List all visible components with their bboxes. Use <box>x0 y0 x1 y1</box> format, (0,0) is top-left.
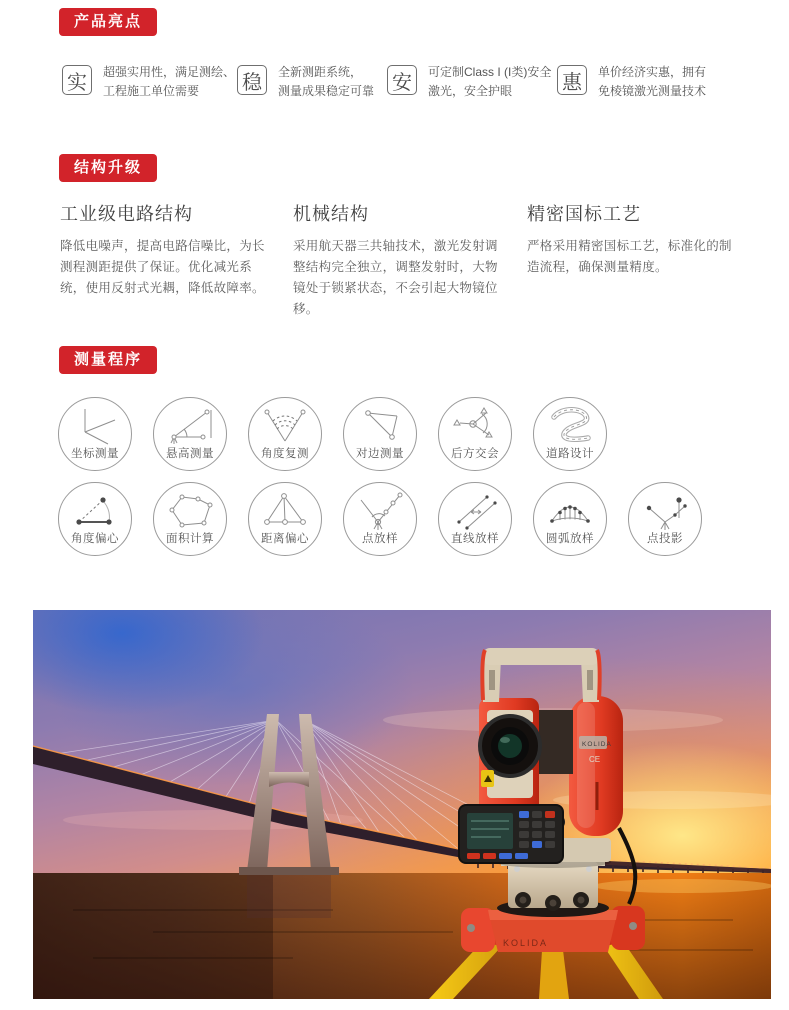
total-station-image <box>429 648 663 999</box>
program-label: 距离偏心 <box>261 533 309 545</box>
program-label: 悬高测量 <box>166 448 214 460</box>
program-row-1 <box>58 397 628 471</box>
feature-line: 激光，安全护眼 <box>428 83 513 98</box>
arc-stakeout-icon <box>546 490 594 532</box>
feature-line: 超强实用性，满足测绘、 <box>103 65 236 79</box>
feature-line: 测量成果稳定可靠 <box>278 83 375 98</box>
program-resection <box>438 397 512 471</box>
column-body: 严格采用精密国标工艺，标准化的制造流程，确保测量精度。 <box>527 239 732 274</box>
program-row-2 <box>58 482 723 556</box>
feature-text <box>598 63 706 100</box>
feature-text <box>428 63 551 100</box>
display-keypad <box>459 805 563 863</box>
bridge-pylon <box>239 714 339 875</box>
distance-offset-icon <box>261 490 309 532</box>
column-title: 精密国标工艺 <box>527 204 641 224</box>
economical-char-icon: 惠 <box>557 65 587 95</box>
program-line-stakeout <box>438 482 512 556</box>
carry-handle <box>482 648 599 702</box>
feature-line: 免棱镜激光测量技术 <box>598 83 707 98</box>
ce-mark-text: CE <box>589 755 601 764</box>
program-label: 面积计算 <box>166 533 214 545</box>
bridge-deck <box>33 746 771 873</box>
side-cover <box>569 696 623 836</box>
program-label: 道路设计 <box>546 448 594 460</box>
structure-column-mechanical <box>293 200 527 320</box>
remote-height-measurement-icon <box>166 405 214 447</box>
highlights-section-badge: 产品亮点 <box>59 8 157 36</box>
column-body: 采用航天器三共轴技术，激光发射调整结构完全独立，调整发射时，大物镜处于锁紧状态，不会引起大物镜位移。 <box>293 239 498 316</box>
program-coordinate-measurement <box>58 397 132 471</box>
side-brand-text: KOLIDA <box>582 741 612 748</box>
feature-line: 单价经济实惠，拥有 <box>598 65 707 79</box>
program-label: 点放样 <box>362 533 398 545</box>
program-remote-height <box>153 397 227 471</box>
column-body: 降低电噪声，提高电路信噪比，为长测程测距提供了保证。优化减光系统，使用反射式光耦，降低故障率。 <box>60 239 265 295</box>
column-title: 工业级电路结构 <box>60 204 193 224</box>
feature-row <box>62 63 706 100</box>
program-label: 后方交会 <box>451 448 499 460</box>
program-label: 直线放样 <box>451 533 499 545</box>
coordinate-measurement-icon <box>71 405 119 447</box>
line-stakeout-icon <box>451 490 499 532</box>
point-stakeout-icon <box>356 490 404 532</box>
structure-column-circuit <box>60 200 293 320</box>
angle-repetition-icon <box>261 405 309 447</box>
feature-text <box>278 63 374 100</box>
program-label: 点投影 <box>647 533 683 545</box>
stable-char-icon: 稳 <box>237 65 267 95</box>
feature-item-practical <box>62 63 237 100</box>
feature-item-economical <box>557 63 706 100</box>
program-distance-offset <box>248 482 322 556</box>
resection-icon <box>451 405 499 447</box>
practical-char-icon: 实 <box>62 65 92 95</box>
program-label: 对边测量 <box>356 448 404 460</box>
area-calculation-icon <box>166 490 214 532</box>
product-photo <box>33 610 771 999</box>
structure-section-badge: 结构升级 <box>59 154 157 182</box>
program-road-design <box>533 397 607 471</box>
program-missing-line <box>343 397 417 471</box>
bridge-sunset-illustration <box>33 610 771 999</box>
safe-char-icon: 安 <box>387 65 417 95</box>
road-design-icon <box>546 405 594 447</box>
program-arc-stakeout <box>533 482 607 556</box>
structure-columns <box>60 200 747 320</box>
feature-text <box>103 63 235 100</box>
missing-line-measurement-icon <box>356 405 404 447</box>
program-area-calculation <box>153 482 227 556</box>
feature-line: 全新测距系统， <box>278 65 363 79</box>
feature-line: 可定制Class I (I类)安全 <box>428 65 552 79</box>
water <box>33 873 771 999</box>
program-angle-offset <box>58 482 132 556</box>
program-label: 角度复测 <box>261 448 309 460</box>
feature-line: 工程施工单位需要 <box>103 83 200 98</box>
program-point-projection <box>628 482 702 556</box>
angle-offset-icon <box>71 490 119 532</box>
point-projection-icon <box>641 490 689 532</box>
feature-item-stable <box>237 63 387 100</box>
program-label: 角度偏心 <box>71 533 119 545</box>
cloud-streaks <box>63 708 771 830</box>
feature-item-safe <box>387 63 557 100</box>
program-angle-repetition <box>248 397 322 471</box>
structure-column-craft <box>527 200 747 320</box>
programs-section-badge: 测量程序 <box>59 346 157 374</box>
program-label: 圆弧放样 <box>546 533 594 545</box>
tripod-brand-text: KOLIDA <box>503 938 549 948</box>
program-point-stakeout <box>343 482 417 556</box>
program-label: 坐标测量 <box>71 448 119 460</box>
column-title: 机械结构 <box>293 204 369 224</box>
